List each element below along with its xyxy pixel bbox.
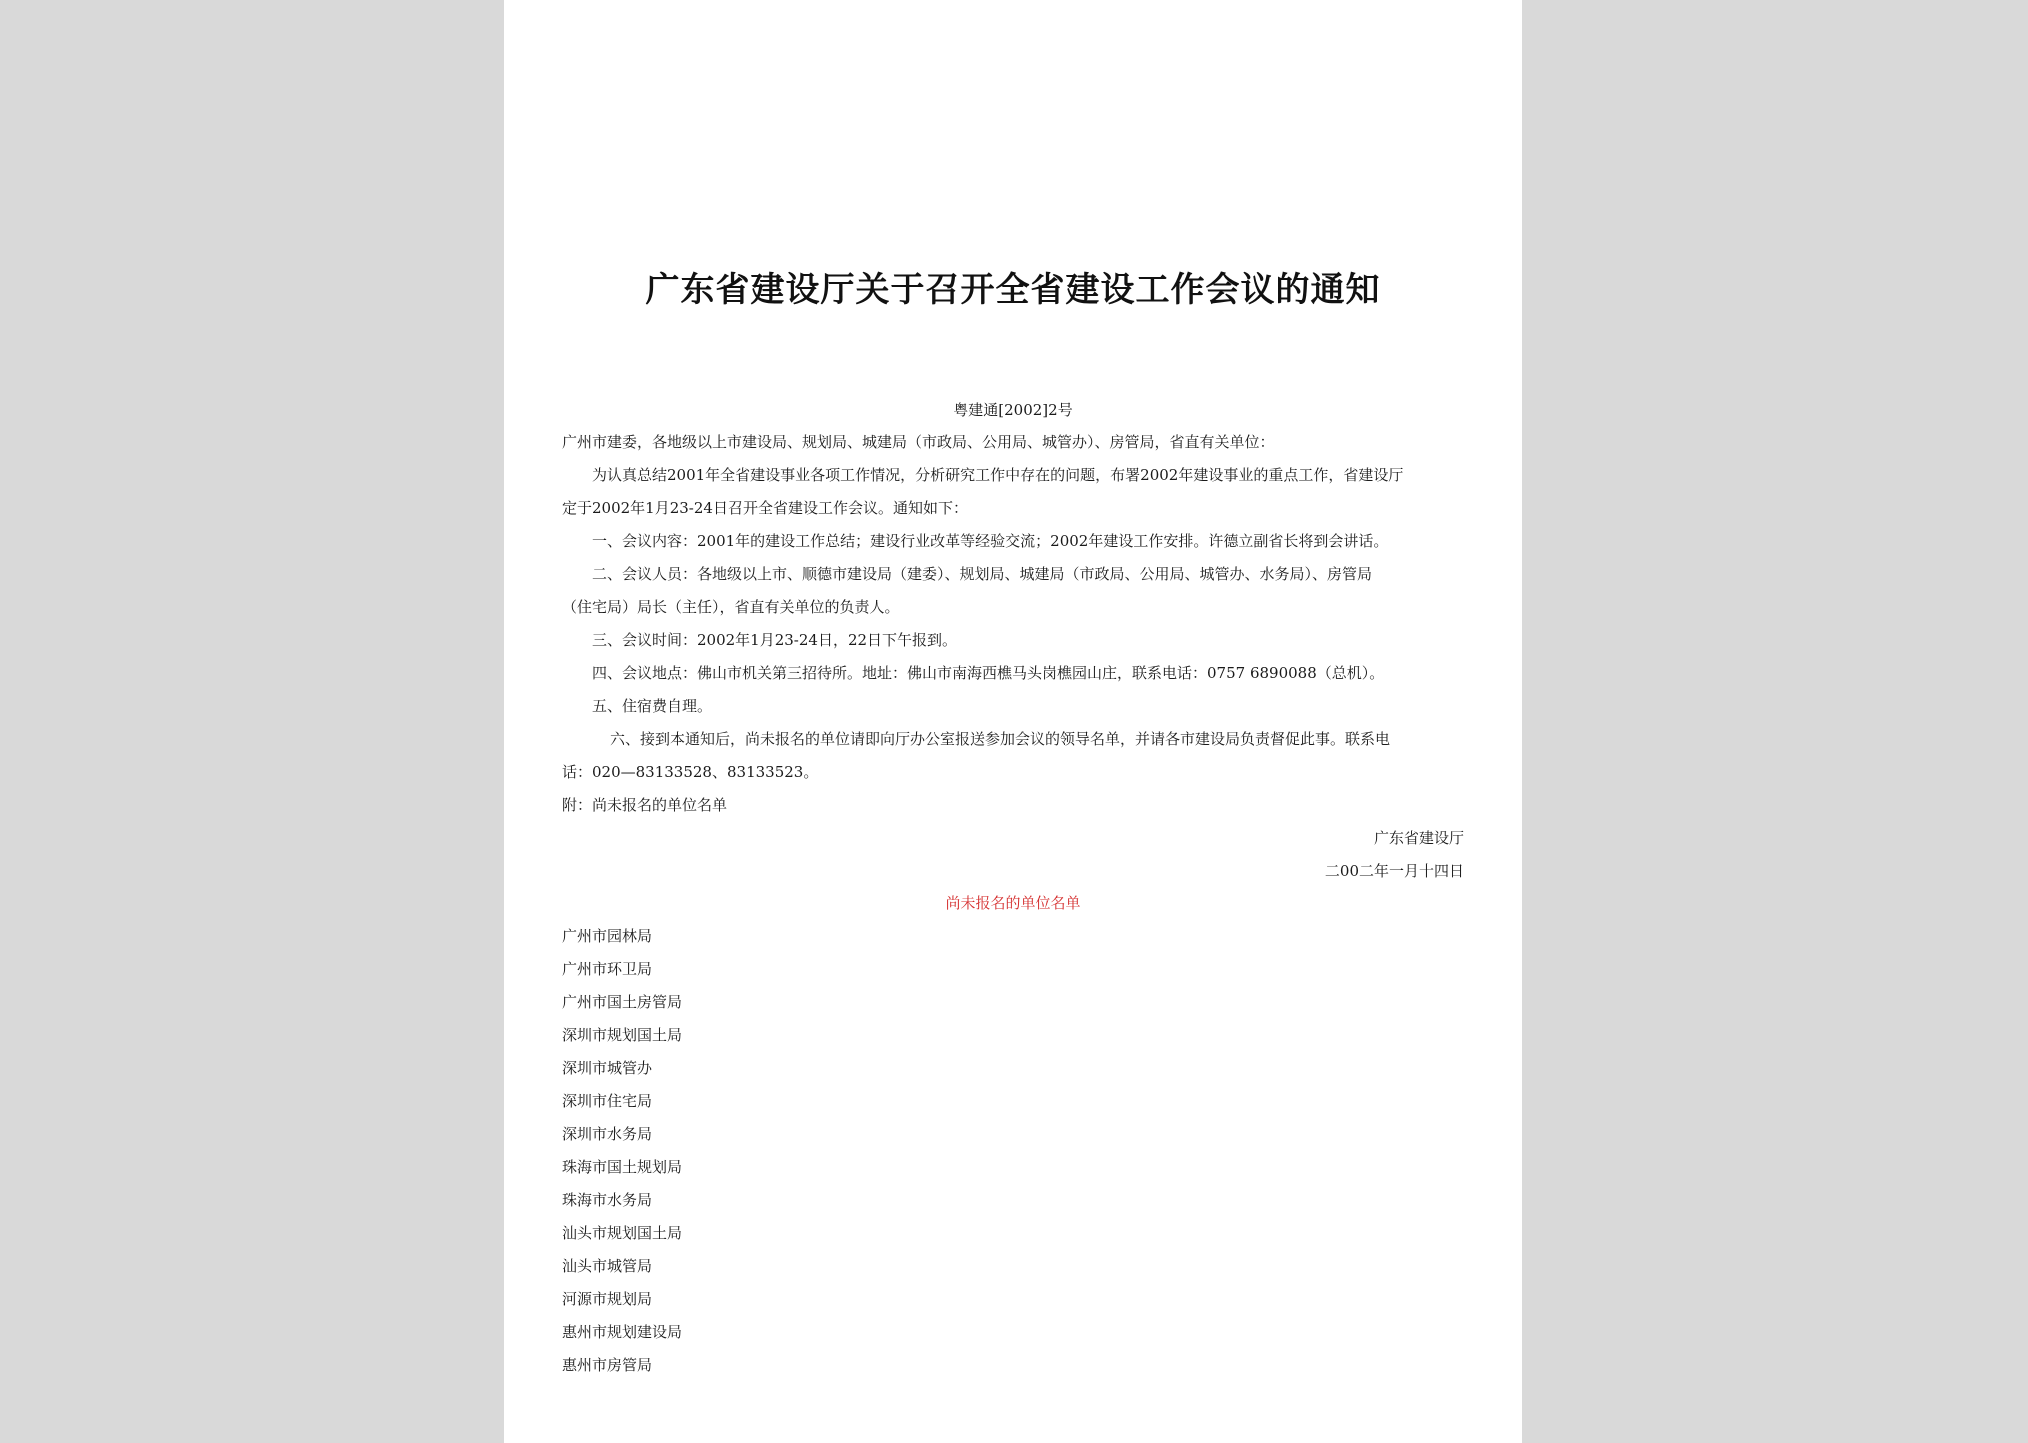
unit-list-item: 惠州市规划建设局 bbox=[562, 1323, 683, 1341]
issue-date: 二00二年一月十四日 bbox=[1324, 862, 1464, 880]
item-2-line-2: （住宅局）局长（主任），省直有关单位的负责人。 bbox=[562, 598, 900, 616]
unit-list-item: 深圳市水务局 bbox=[562, 1125, 653, 1143]
intro-line-1: 为认真总结2001年全省建设事业各项工作情况，分析研究工作中存在的问题，布署2002年建设事业的重点工作，省建设厅 bbox=[592, 466, 1404, 484]
item-6-line-1: 六、接到本通知后，尚未报名的单位请即向厅办公室报送参加会议的领导名单，并请各市建设局负责督促此事。联系电 bbox=[610, 730, 1391, 748]
attachment-note: 附：尚未报名的单位名单 bbox=[562, 796, 728, 814]
item-3: 三、会议时间：2002年1月23-24日，22日下午报到。 bbox=[592, 631, 958, 649]
unit-list-item: 珠海市国土规划局 bbox=[562, 1158, 683, 1176]
attachment-title: 尚未报名的单位名单 bbox=[945, 894, 1081, 912]
addressee-line: 广州市建委，各地级以上市建设局、规划局、城建局（市政局、公用局、城管办）、房管局，省直有关单位： bbox=[562, 433, 1275, 451]
item-4: 四、会议地点：佛山市机关第三招待所。地址：佛山市南海西樵马头岗樵园山庄，联系电话：0757 6890088（总机）。 bbox=[592, 664, 1385, 682]
unit-list-item: 深圳市住宅局 bbox=[562, 1092, 653, 1110]
item-2-line-1: 二、会议人员：各地级以上市、顺德市建设局（建委）、规划局、城建局（市政局、公用局、城管办、水务局）、房管局 bbox=[592, 565, 1373, 583]
unit-list-item: 河源市规划局 bbox=[562, 1290, 653, 1308]
unit-list-item: 深圳市城管办 bbox=[562, 1059, 653, 1077]
intro-line-2: 定于2002年1月23-24日召开全省建设工作会议。通知如下： bbox=[562, 499, 968, 517]
document-page bbox=[504, 0, 1522, 1443]
unit-list-item: 广州市环卫局 bbox=[562, 960, 653, 978]
unit-list-item: 珠海市水务局 bbox=[562, 1191, 653, 1209]
item-6-line-2: 话：020—83133528、83133523。 bbox=[562, 763, 819, 781]
item-5: 五、住宿费自理。 bbox=[592, 697, 713, 715]
unit-list-item: 深圳市规划国土局 bbox=[562, 1026, 683, 1044]
unit-list-item: 广州市国土房管局 bbox=[562, 993, 683, 1011]
unit-list-item: 汕头市城管局 bbox=[562, 1257, 653, 1275]
unit-list-item: 惠州市房管局 bbox=[562, 1356, 653, 1374]
unit-list-item: 汕头市规划国土局 bbox=[562, 1224, 683, 1242]
unit-list-item: 广州市园林局 bbox=[562, 927, 653, 945]
item-1: 一、会议内容：2001年的建设工作总结；建设行业改革等经验交流；2002年建设工作安排。许德立副省长将到会讲话。 bbox=[592, 532, 1389, 550]
issuer: 广东省建设厅 bbox=[1373, 829, 1464, 847]
document-title: 广东省建设厅关于召开全省建设工作会议的通知 bbox=[645, 270, 1381, 310]
document-number: 粤建通[2002]2号 bbox=[953, 401, 1073, 419]
